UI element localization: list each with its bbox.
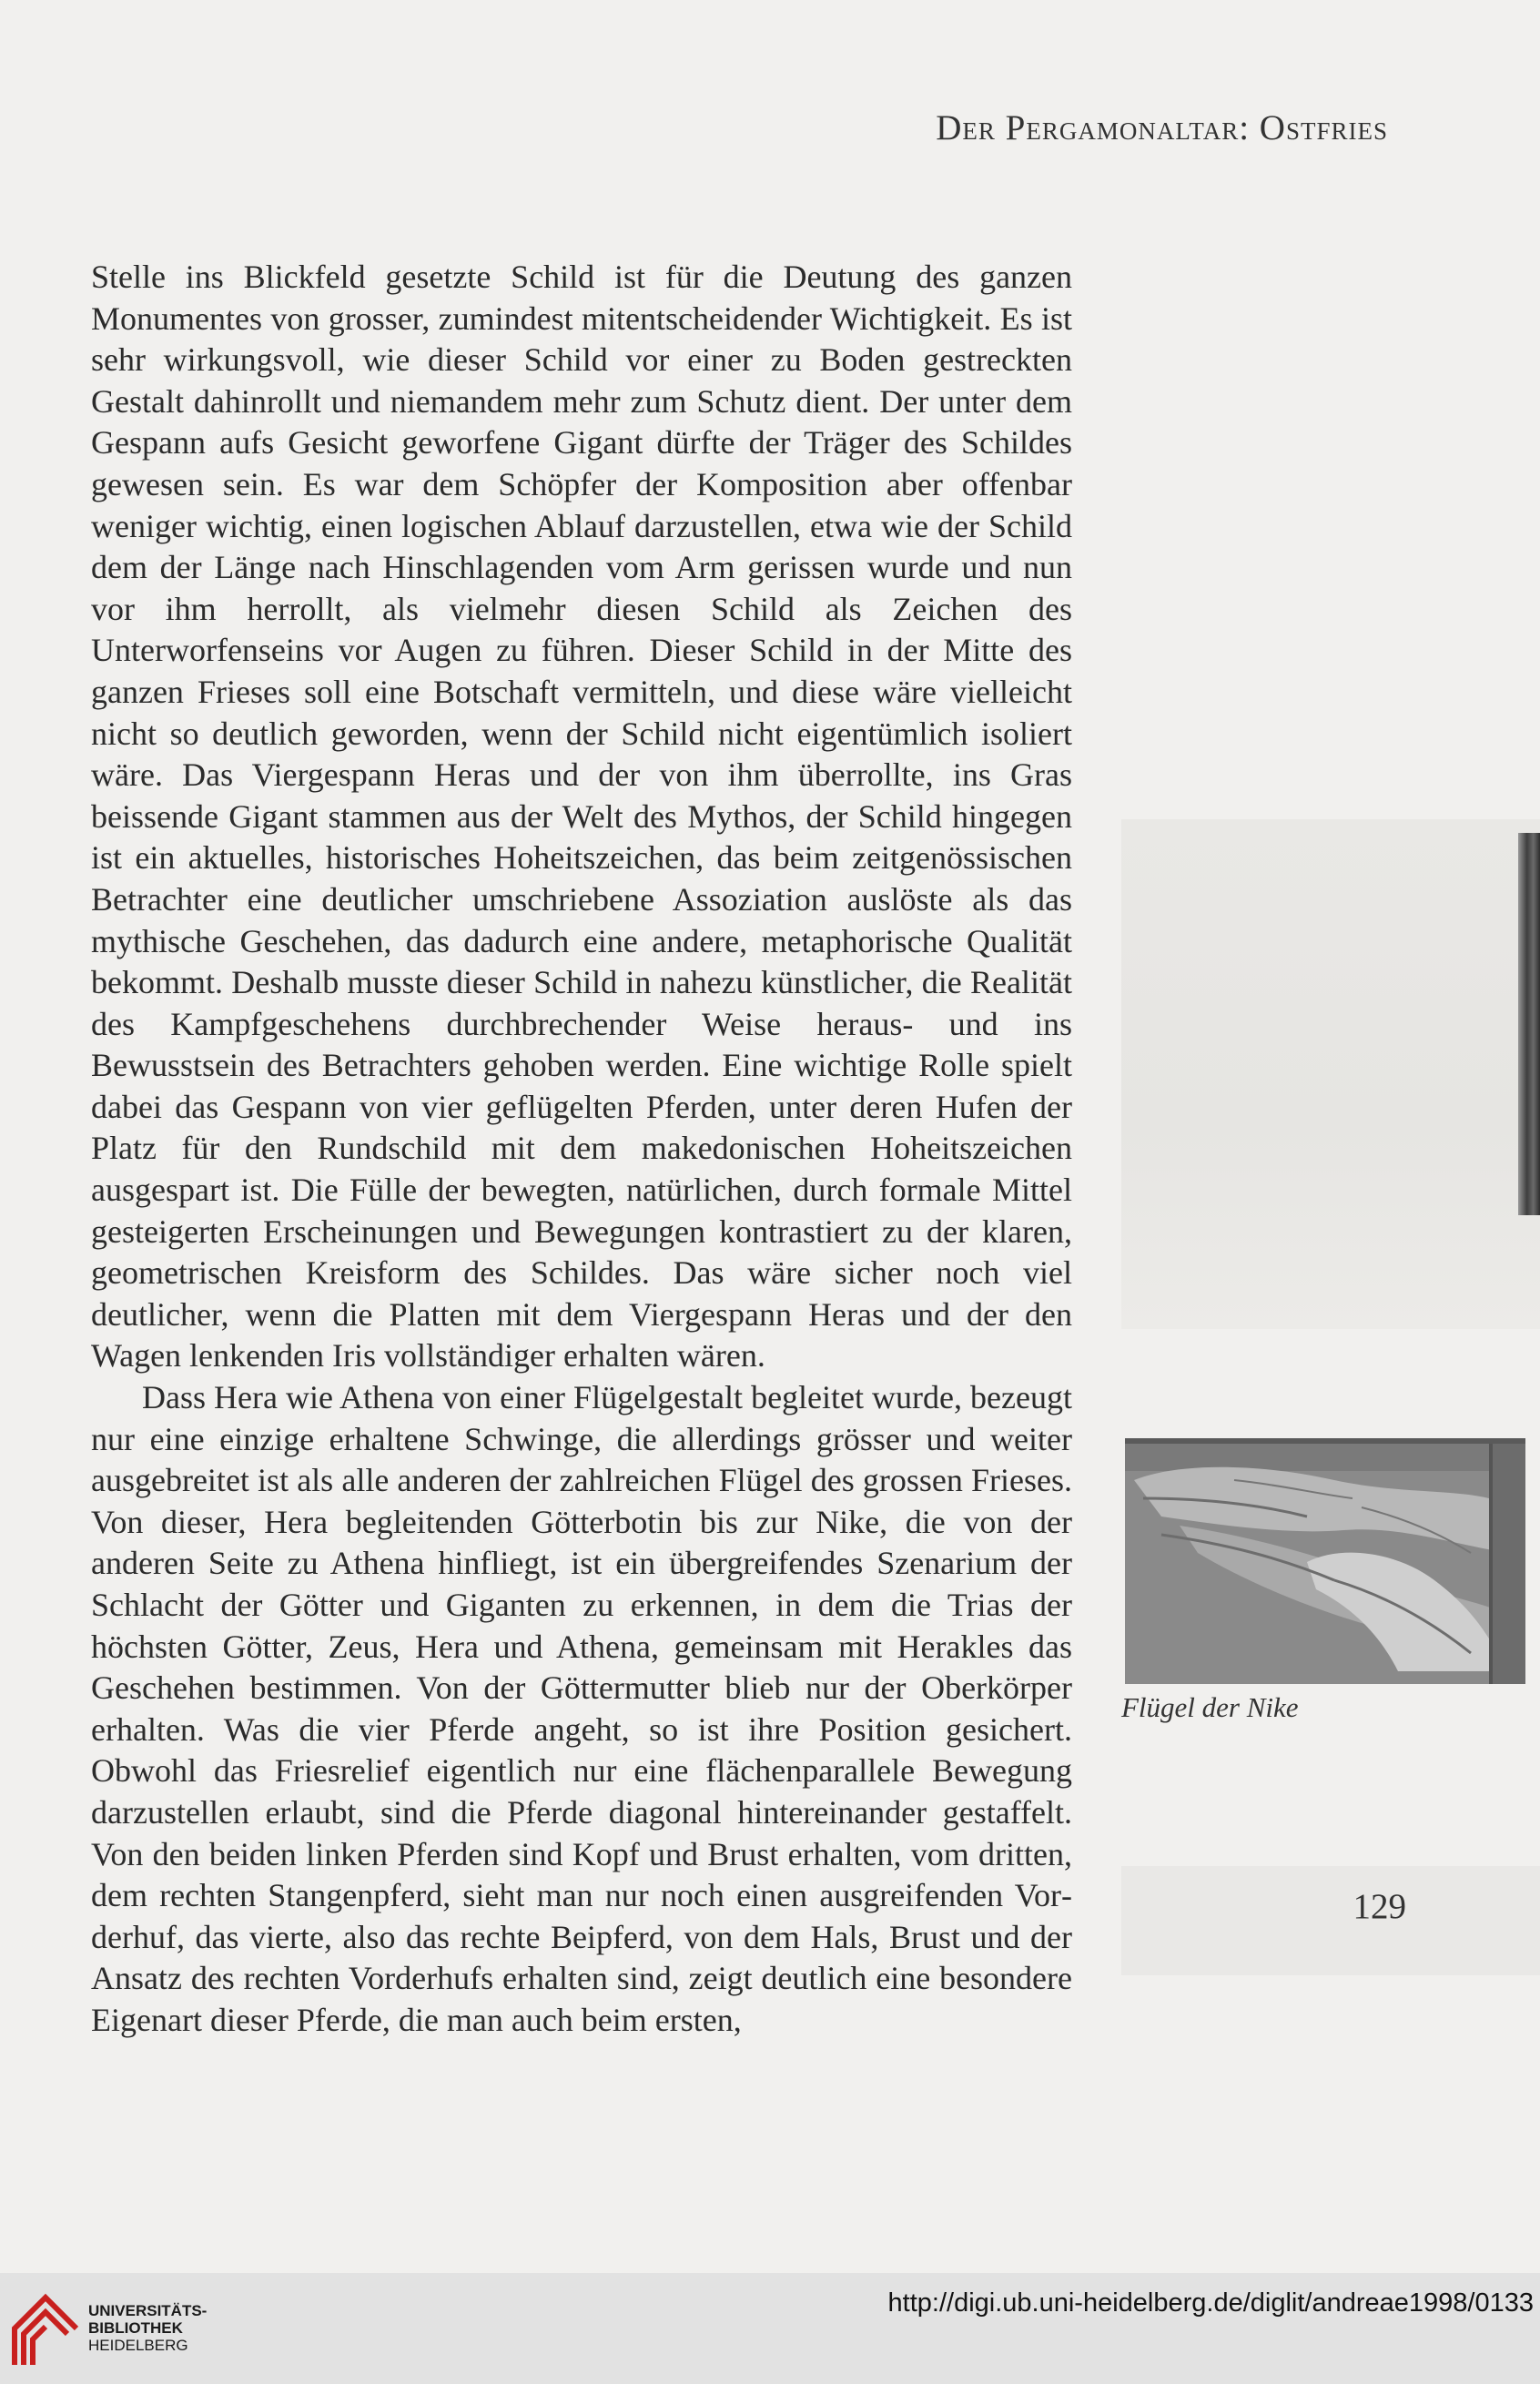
sidebar-background	[1121, 819, 1540, 1329]
paragraph: Stelle ins Blickfeld gesetzte Schild ist für die Deutung des ganzen Monumentes von grosser, zumindest mitentscheidender Wichtigkeit. Es ist sehr wirkungsvoll, wie dieser Schild vor einer zu Boden gestreckten Gestalt dahinrollt und niemandem mehr zum Schutz dient. Der unter dem Gespann aufs Gesicht geworfene Gigant dürfte der Träger des Schildes gewesen sein. Es war dem Schöpfer der Komposition aber offenbar weniger wichtig, einen logischen Ablauf darzustellen, etwa wie der Schild dem der Länge nach Hinschlagenden vom Arm gerissen wurde und nun vor ihm herrollt, als vielmehr diesen Schild als Zeichen des Unterworfenseins vor Augen zu führen. Dieser Schild in der Mitte des ganzen Frieses soll eine Botschaft vermitteln, und diese wäre vielleicht nicht so deutlich geworden, wenn der Schild nicht eigentümlich isoliert wäre. Das Viergespann Heras und der von ihm überrollte, ins Gras beissende Gigant stammen aus der Welt des Mythos, der Schild hingegen ist ein aktuelles, historisches Hoheitszeichen, das beim zeitgenössischen Betrachter eine deutlicher umschriebene Assoziation auslöste als das mythische Geschehen, das dadurch eine andere, metaphorische Qualität bekommt. Deshalb musste dieser Schild in nahezu künstlicher, die Realität des Kampfgeschehens durchbrechender Weise heraus- und ins Bewusstsein des Betrachters gehoben werden. Eine wichtige Rolle spielt dabei das Gespann von vier geflügelten Pferden, unter deren Hufen der Platz für den Rundschild mit dem makedonischen Hoheitszeichen ausgespart ist. Die Fülle der bewegten, natürlichen, durch formale Mittel gesteigerten Erscheinungen und Bewegungen kontrastiert zu der klaren, geometrischen Kreisform des Schildes. Das wäre sicher noch viel deutlicher, wenn die Platten mit dem Viergespann Heras und der den Wagen lenkenden Iris vollständiger erhalten wären.	[91, 259, 1072, 1375]
relief-image	[1125, 1444, 1525, 1684]
logo-line: BIBLIOTHEK	[88, 2319, 183, 2337]
nike-wing-photo	[1125, 1438, 1525, 1684]
running-header: Der Pergamonaltar: Ostfries	[936, 108, 1388, 147]
paragraph: Dass Hera wie Athena von einer Flügelgestalt begleitet wurde, bezeugt nur eine einzige erhaltene Schwinge, die allerdings grösser und weiter ausgebreitet ist als alle anderen der zahlreichen Flügel des grossen Frieses. Von dieser, Hera begleitenden Götterbotin bis zur Nike, die von der anderen Seite zu Athena hinfliegt, ist ein übergreifendes Szenarium der Schlacht der Götter und Giganten zu erkennen, in dem die Trias der höchsten Götter, Zeus, Hera und Athena, gemeinsam mit Herakles das Geschehen bestimmen. Von der Göttermutter blieb nur der Oberkörper erhalten. Was die vier Pferde angeht, so ist ihre Position gesichert. Obwohl das Friesrelief eigentlich nur eine flächenparallele Bewegung darzustellen erlaubt, sind die Pferde diagonal hintereinander gestaffelt. Von den beiden linken Pferden sind Kopf und Brust erhalten, vom dritten, dem rechten Stangenpferd, sieht man nur noch einen ausgreifenden Vorderhuf, das vierte, also das rechte Beipferd, von dem Hals, Brust und der Ansatz des rechten Vorderhufs erhalten sind, zeigt deutlich eine besondere Eigenart dieser Pferde, die man auch beim ersten,	[91, 1379, 1072, 2038]
library-name	[88, 2302, 289, 2354]
figure-caption: Flügel der Nike	[1121, 1691, 1299, 1723]
edge-photo-fragment	[1518, 833, 1540, 1215]
university-logo-icon	[9, 2277, 82, 2369]
main-text	[91, 257, 1072, 2042]
logo-line: UNIVERSITÄTS-	[88, 2302, 208, 2319]
logo-line: HEIDELBERG	[88, 2337, 188, 2354]
source-url-link[interactable]: http://digi.ub.uni-heidelberg.de/diglit/andreae1998/0133	[887, 2288, 1534, 2318]
page-number: 129	[1353, 1887, 1406, 1926]
